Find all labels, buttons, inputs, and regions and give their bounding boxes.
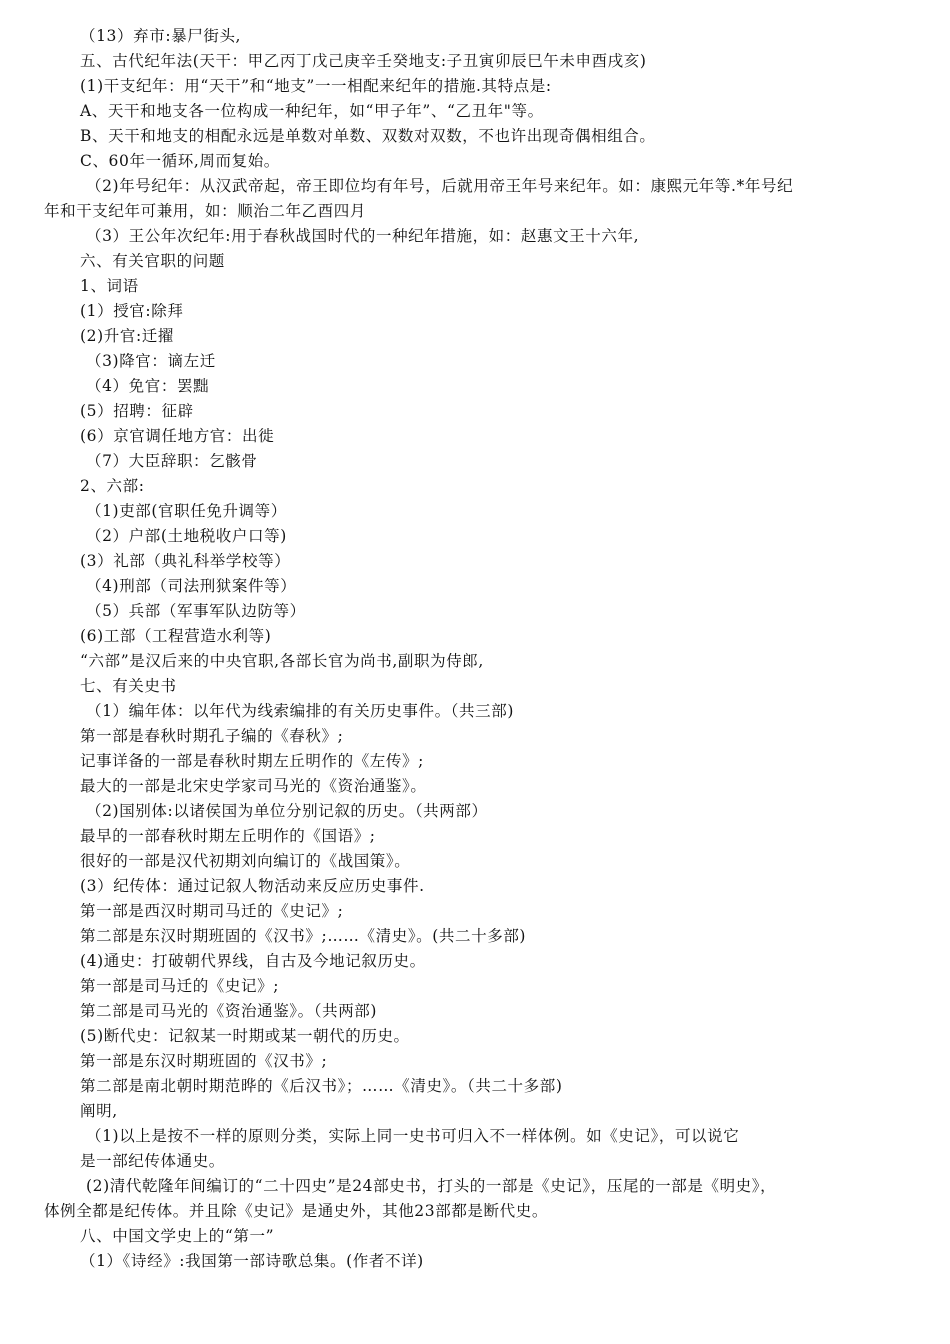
- text-line: （1）编年体：以年代为线索编排的有关历史事件。（共三部): [86, 702, 514, 720]
- section-heading: 八、中国文学史上的“第一”: [80, 1227, 275, 1245]
- text-line: 最早的一部春秋时期左丘明作的《国语》;: [80, 827, 376, 845]
- text-line: 体例全都是纪传体。并且除《史记》是通史外，其他23部都是断代史。: [44, 1202, 548, 1220]
- text-line: (5)断代史：记叙某一时期或某一朝代的历史。: [80, 1027, 410, 1045]
- text-line: 第二部是司马光的《资治通鉴》。（共两部): [80, 1002, 378, 1020]
- text-line: 第一部是西汉时期司马迁的《史记》;: [80, 902, 344, 920]
- text-line: 1、词语: [80, 277, 139, 295]
- text-line: (4)通史：打破朝代界线，自古及今地记叙历史。: [80, 952, 426, 970]
- text-line: （2)国别体:以诸侯国为单位分别记叙的历史。（共两部）: [86, 802, 488, 820]
- text-line: 是一部纪传体通史。: [80, 1152, 225, 1170]
- text-line: 年和干支纪年可兼用，如：顺治二年乙酉四月: [44, 202, 367, 220]
- text-line: 第一部是司马迁的《史记》;: [80, 977, 280, 995]
- text-line: 第二部是东汉时期班固的《汉书》;……《清史》。(共二十多部): [80, 927, 527, 945]
- text-line: （1)吏部(官职任免升调等）: [86, 502, 287, 520]
- text-line: （3)降官：谪左迁: [86, 352, 216, 370]
- section-heading: 七、有关史书: [80, 677, 177, 695]
- section-heading: 五、古代纪年法(天干：甲乙丙丁戊己庚辛壬癸地支:子丑寅卯辰巳午未申酉戌亥): [80, 52, 647, 70]
- text-line: (2)清代乾隆年间编订的“二十四史”是24部史书，打头的一部是《史记》，压尾的一部是《明史》，: [86, 1177, 777, 1195]
- text-line: （2)年号纪年：从汉武帝起，帝王即位均有年号，后就用帝王年号来纪年。如：康熙元年等.*年号纪: [86, 177, 794, 195]
- text-line: 最大的一部是北宋史学家司马光的《资治通鉴》。: [80, 777, 427, 795]
- text-line: 2、六部:: [80, 477, 145, 495]
- text-line: 阐明,: [80, 1102, 118, 1120]
- text-line: （5）兵部（军事军队边防等）: [86, 602, 306, 620]
- text-line: 第一部是春秋时期孔子编的《春秋》;: [80, 727, 344, 745]
- text-line: （2）户部(土地税收户口等): [86, 527, 287, 545]
- text-line: (6）京官调任地方官：出徙: [80, 427, 275, 445]
- text-line: 记事详备的一部是春秋时期左丘明作的《左传》;: [80, 752, 424, 770]
- text-line: （3）王公年次纪年:用于春秋战国时代的一种纪年措施，如：赵惠文王十六年,: [86, 227, 640, 245]
- text-line: B、天干和地支的相配永远是单数对单数、双数对双数，不也许出现奇偶相组合。: [80, 127, 656, 145]
- text-line: C、60年一循环,周而复始。: [80, 152, 280, 170]
- text-line: （4)刑部（司法刑狱案件等）: [86, 577, 297, 595]
- text-line: A、天干和地支各一位构成一种纪年，如“甲子年”、“乙丑年"等。: [80, 102, 544, 120]
- text-line: （7）大臣辞职：乞骸骨: [86, 452, 258, 470]
- text-line: (1）授官:除拜: [80, 302, 184, 320]
- text-line: （4）免官：罢黜: [86, 377, 210, 395]
- text-line: （1)以上是按不一样的原则分类，实际上同一史书可归入不一样体例。如《史记》，可以说它: [86, 1127, 740, 1145]
- text-line: (5）招聘：征辟: [80, 402, 194, 420]
- text-line: （1）《诗经》:我国第一部诗歌总集。(作者不详): [80, 1252, 424, 1270]
- text-line: “六部”是汉后来的中央官职,各部长官为尚书,副职为侍郎,: [80, 652, 484, 670]
- text-line: (3）纪传体：通过记叙人物活动来反应历史事件.: [80, 877, 425, 895]
- section-heading: 六、有关官职的问题: [80, 252, 225, 270]
- text-line: (3）礼部（典礼科举学校等）: [80, 552, 291, 570]
- text-line: 第二部是南北朝时期范晔的《后汉书》；……《清史》。（共二十多部): [80, 1077, 563, 1095]
- text-line: （13）弃市:暴尸街头,: [80, 27, 242, 45]
- text-line: (2)升官:迁擢: [80, 327, 174, 345]
- text-line: (1)干支纪年：用“天干”和“地支”一一相配来纪年的措施.其特点是:: [80, 77, 552, 95]
- text-line: (6)工部（工程营造水利等): [80, 627, 272, 645]
- text-line: 很好的一部是汉代初期刘向编订的《战国策》。: [80, 852, 411, 870]
- text-line: 第一部是东汉时期班固的《汉书》;: [80, 1052, 328, 1070]
